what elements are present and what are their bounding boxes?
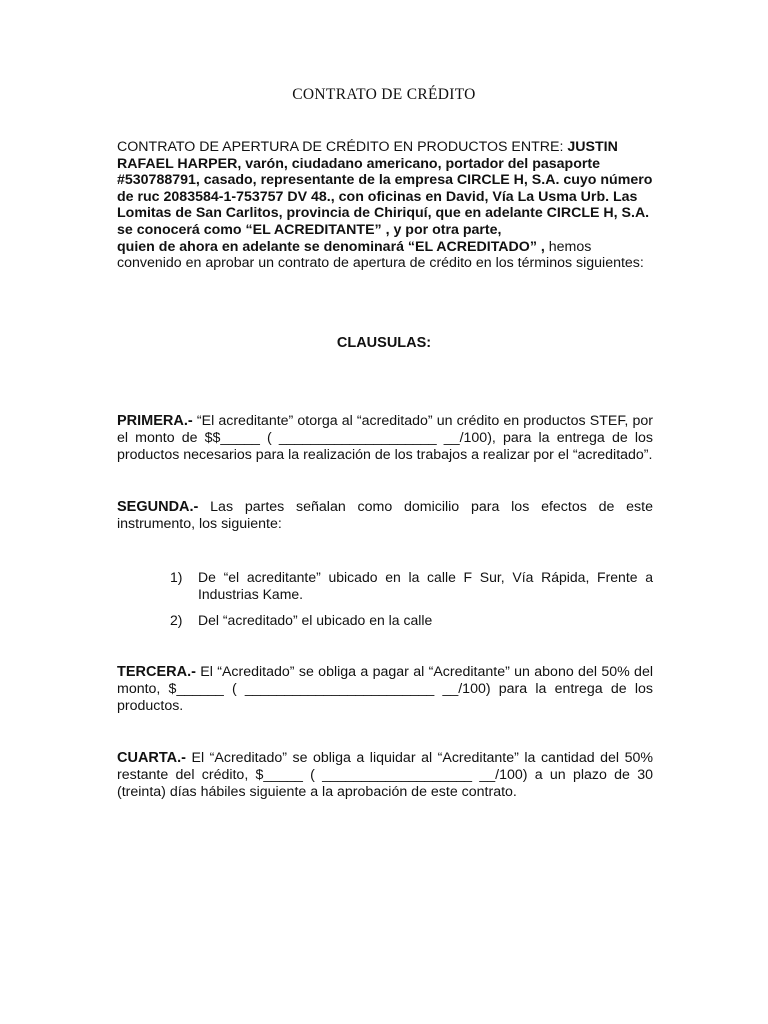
clause-tercera	[117, 664, 653, 716]
clauses-heading: CLAUSULAS:	[336, 335, 432, 351]
clause-tercera-text: El “Acreditado” se obliga a pagar al “Acreditante” un abono del 50% del monto, $______ ( ________________________ __/100) para la entrega de los productos.	[117, 664, 653, 715]
domicile-item-1	[170, 569, 653, 603]
clause-tercera-label: TERCERA.-	[117, 664, 196, 680]
clause-segunda	[117, 499, 653, 533]
document-title: CONTRATO DE CRÉDITO	[292, 86, 476, 103]
clause-segunda-text: Las partes señalan como domicilio para los efectos de este instrumento, los siguiente:	[117, 499, 653, 533]
clause-segunda-label: SEGUNDA.-	[117, 499, 199, 515]
clause-primera-text: “El acreditante” otorga al “acreditado” un crédito en productos STEF, por el monto de $$_____ ( ____________________ __/100), para la entrega de los productos necesarios para la realización de los trabajos a realizar por el “acreditado”.	[117, 413, 653, 464]
intro-plain-end: hemos convenido en aprobar un contrato de apertura de crédito en los términos siguientes:	[117, 238, 644, 272]
domicile-item-2-number: 2)	[170, 612, 183, 628]
intro-paragraph	[117, 139, 653, 272]
domicile-item-2	[170, 612, 653, 629]
domicile-item-2-text: Del “acreditado” el ubicado en la calle	[198, 612, 433, 628]
clause-primera-label: PRIMERA.-	[117, 413, 193, 429]
clause-cuarta-text: El “Acreditado” se obliga a liquidar al “Acreditante” la cantidad del 50% restante del crédito, $_____ ( ___________________ __/100) a un plazo de 30 (treinta) días hábiles siguiente a la aprobación de este contrato.	[117, 750, 653, 801]
domicile-item-1-number: 1)	[170, 569, 183, 585]
domicile-item-1-text: De “el acreditante” ubicado en la calle F Sur, Vía Rápida, Frente a Industrias Kame.	[198, 569, 653, 602]
clause-primera	[117, 413, 653, 465]
intro-bold-acreditado: quien de ahora en adelante se denominará “EL ACREDITADO” ,	[117, 238, 545, 255]
intro-bold-name: JUSTIN	[567, 139, 618, 155]
intro-plain-start: CONTRATO DE APERTURA DE CRÉDITO EN PRODUCTOS ENTRE:	[117, 139, 564, 155]
intro-bold-block: RAFAEL HARPER, varón, ciudadano americano, portador del pasaporte #530788791, casado, representante de la empresa CIRCLE H, S.A. cuyo número de ruc 2083584-1-753757 DV 48., con oficinas en David, Vía La Usma Urb. Las Lomitas de San Carlitos, provincia de Chiriquí, que en adelante CIRCLE H, S.A. se conocerá como “EL ACREDITANTE” , y por otra parte,	[117, 155, 653, 238]
clause-cuarta	[117, 750, 653, 802]
clause-cuarta-label: CUARTA.-	[117, 750, 186, 766]
